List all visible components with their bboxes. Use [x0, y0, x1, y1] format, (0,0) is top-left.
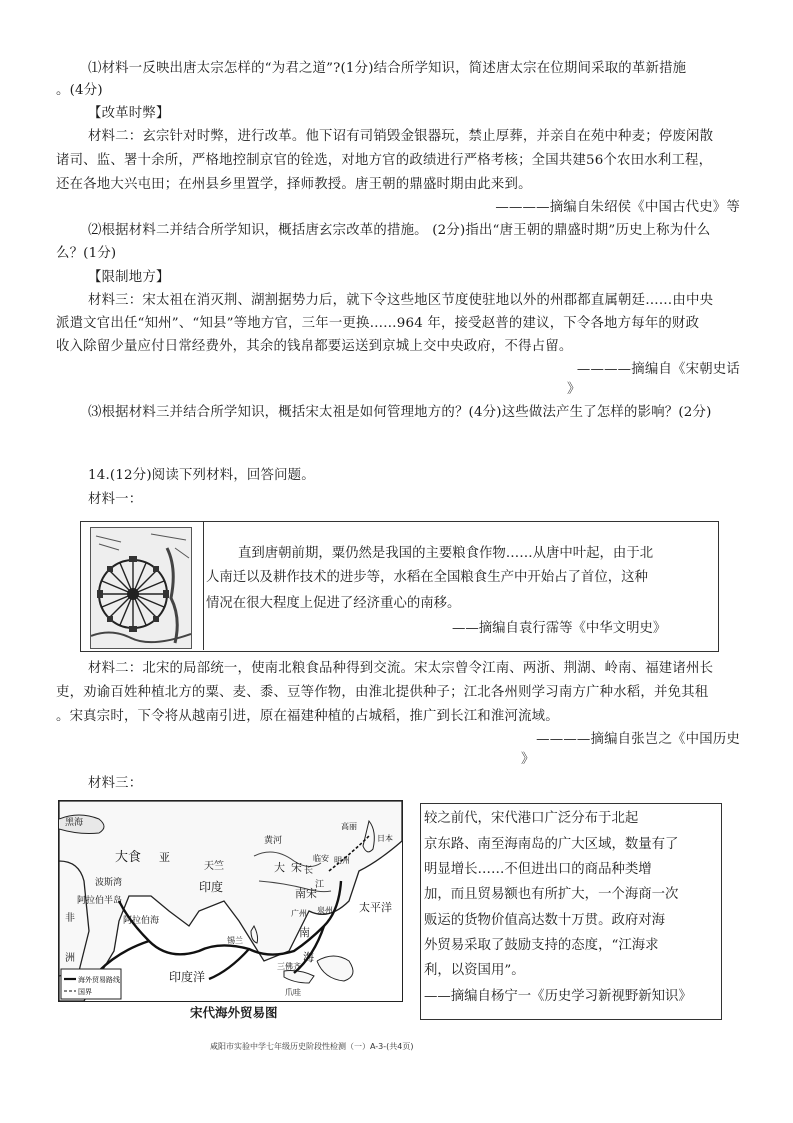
map-label-yindu: 印度: [199, 880, 224, 894]
q14-title: 14.(12分)阅读下列材料，回答问题。: [88, 468, 315, 483]
q13-sub1-line2: 。(4分): [56, 83, 103, 98]
map-label-heihai: 黑海: [65, 818, 84, 828]
material1-source: ——摘编自袁行霈等《中华文明史》: [452, 621, 667, 636]
page-footer: 咸阳市实验中学七年级历史阶段性检测（一）A-3-(共4页): [210, 1042, 414, 1051]
material3-source: ————摘编自《宋朝史话: [576, 362, 740, 377]
material3-line3: 收入除留少量应付日常经费外，其余的钱帛都要运送到京城上交中央政府，不得占留。: [56, 339, 573, 354]
map-label-zhou: 洲: [65, 953, 75, 964]
q13-sub2-line2: 么？(1分): [56, 246, 117, 261]
map-label-bosi: 波斯湾: [95, 878, 123, 888]
section-heading-reform: 【改革时弊】: [88, 106, 170, 121]
material3-source: ——摘编自杨宁一《历史学习新视野新知识》: [424, 989, 692, 1004]
q13-sub3: ⑶根据材料三并结合所学知识，概括宋太祖是如何管理地方的？(4分)这些做法产生了怎样的影响？(2分): [88, 405, 712, 420]
material1-quote-line1: 直到唐朝前期，粟仍然是我国的主要粮食作物……从唐中叶起，由于北: [238, 546, 654, 561]
map-caption: 宋代海外贸易图: [190, 1005, 278, 1020]
material3-text-line3: 明显增长……不但进出口的商品种类增: [424, 862, 652, 877]
map-label-sanfoqi: 三佛齐: [277, 962, 301, 971]
map-label-ming: 明州: [334, 856, 350, 865]
material3-text-line1: 较之前代，宋代港口广泛分布于北起: [424, 811, 639, 826]
material3-text-line4: 加，而且贸易额也有所扩大，一个海商一次: [424, 887, 679, 902]
map-label-alabo-pen: 阿拉伯半岛: [77, 896, 123, 906]
map-label-ceylon: 锡兰: [227, 936, 243, 945]
map-label-jiang: 江: [315, 880, 325, 890]
q14-material2-line1: 材料二：北宋的局部统一，使南北粮食品种得到交流。宋太宗曾令江南、两浙、荆湖、岭南、福建诸州长: [88, 661, 714, 676]
material2-line1: 材料二：玄宗针对时弊，进行改革。他下诏有司销毁金银器玩，禁止厚葬，并亲自在苑中种麦；停废闲散: [88, 129, 714, 144]
map-label-riben: 日本: [377, 834, 393, 843]
q14-material2-line2: 吏，劝谕百姓种植北方的粟、麦、黍、豆等作物，由淮北提供种子；江北各州则学习南方广种水稻，并免其租: [56, 685, 709, 700]
map-label-hai: 海: [303, 951, 314, 964]
q14-material3-label: 材料三：: [88, 776, 143, 791]
map-legend-route: 海外贸易路线: [78, 976, 120, 984]
song-trade-map: [58, 800, 403, 1002]
material1-quote-line3: 情况在很大程度上促进了经济重心的南移。: [206, 596, 461, 611]
material1-quote-line2: 人南迁以及耕作技术的进步等，水稻在全国粮食生产中开始占了首位，这种: [206, 570, 648, 585]
material3-line1: 材料三：宋太祖在消灭荆、湖割据势力后，就下令这些地区节度使驻地以外的州郡都直属朝廷……由中央: [88, 293, 714, 308]
map-label-alabo-sea: 阿拉伯海: [123, 916, 160, 926]
material3-text-line5: 贩运的货物价值高达数十万贯。政府对海: [424, 913, 666, 928]
material2-line2: 诸司、监、署十余所，严格地控制京官的铨选，对地方官的政绩进行严格考核；全国共建56个农田水利工程，: [56, 153, 713, 168]
map-legend-border: 国界: [78, 988, 92, 996]
material2-line3: 还在各地大兴屯田；在州县乡里置学，择师教授。唐王朝的鼎盛时期由此来到。: [56, 177, 532, 192]
q14-material1-label: 材料一：: [88, 492, 143, 507]
map-label-guang: 广州: [291, 909, 307, 918]
section-heading-local: 【限制地方】: [88, 270, 170, 285]
material3-text-line2: 京东路、南至海南岛的广大区域，数量有了: [424, 837, 679, 852]
q13-sub1-line1: ⑴材料一反映出唐太宗怎样的“为君之道”?(1分)结合所学知识，简述唐太宗在位期间采取的革新措施: [88, 61, 687, 76]
material1-divider: [203, 521, 204, 650]
material3-text-line7: 利，以资国用”。: [424, 963, 525, 978]
q13-sub2-line1: ⑵根据材料二并结合所学知识，概括唐玄宗改革的措施。 (2分)指出“唐王朝的鼎盛时期”历史上称为什么: [88, 223, 711, 238]
map-label-tianzhu: 天竺: [204, 861, 224, 872]
map-label-da: 大: [274, 861, 285, 874]
map-label-quan: 泉州: [317, 906, 333, 915]
waterwheel-illustration: [90, 527, 192, 649]
map-label-nan: 南: [299, 926, 310, 939]
material3-text-line6: 外贸易采取了鼓励支持的态度，“江海求: [424, 938, 659, 953]
map-label-lin: 临安: [313, 854, 329, 863]
map-label-song: 宋: [291, 861, 302, 874]
map-label-gaoli: 高丽: [341, 822, 357, 831]
q14-material2-source-end: 》: [521, 752, 535, 767]
map-label-dashi: 大食: [115, 850, 142, 865]
material3-source-end: 》: [567, 382, 581, 397]
material3-line2: 派遣文官出任“知州”、“知县”等地方官，三年一更换……964 年，接受赵普的建议，下令各地方每年的财政: [56, 316, 700, 331]
map-label-taipingyang: 太平洋: [359, 901, 392, 914]
map-label-ya: 亚: [159, 851, 170, 864]
map-label-zhuawa: 爪哇: [285, 988, 301, 997]
map-label-huanghe: 黄河: [264, 836, 283, 846]
map-label-fei: 非: [65, 913, 75, 924]
map-label-chang: 长: [304, 866, 314, 876]
q14-material2-line3: 。宋真宗时，下令将从越南引进，原在福建种植的占城稻，推广到长江和淮河流域。: [56, 709, 559, 724]
map-label-yindu-yang: 印度洋: [169, 970, 206, 984]
material2-source: ————摘编自朱绍侯《中国古代史》等: [495, 200, 740, 215]
q14-material2-source: ————摘编自张岂之《中国历史: [536, 732, 740, 747]
map-label-nansong: 南宋: [295, 887, 317, 900]
